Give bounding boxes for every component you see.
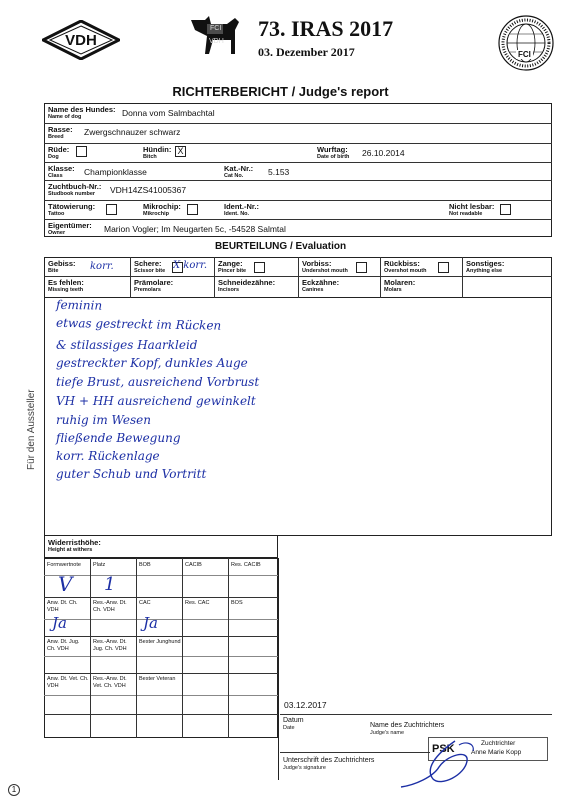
ident-label: Ident.-Nr.: [224,202,259,211]
grade-header: Formwertnote [47,562,81,568]
height-label: Widerristhöhe: [48,538,101,547]
not-readable-checkbox[interactable] [500,204,511,215]
class-label: Klasse: [48,164,75,173]
cac-handwriting: Ja [143,614,158,632]
catno-value: 5.153 [268,167,290,177]
height-sub: Height at withers [48,547,93,553]
studbook-value: VDH14ZS41005367 [110,185,187,195]
missing-teeth-label: Es fehlen: [48,278,84,287]
canines-label: Eckzähne: [302,278,340,287]
grade-header: Res.-Anw. Dt. Jug. Ch. VDH [93,639,127,652]
grade-header: Anw. Dt. Jug. Ch. VDH [47,639,80,652]
not-readable-label: Nicht lesbar: [449,202,495,211]
bite-handwriting: korr. [90,261,114,272]
undershot-label: Vorbiss: [302,259,332,268]
undershot-checkbox[interactable] [356,262,367,273]
report-title: RICHTERBERICHT / Judge's report [172,84,389,99]
canines-sub: Canines [302,287,324,293]
grade-header: Anw. Dt. Ch. VDH [47,600,78,613]
date-label: Datum [283,717,304,724]
hand-line: etwas gestreckt im Rücken [55,315,222,333]
vdh-logo-text: VDH [65,32,97,49]
hand-line: korr. Rückenlage [56,449,160,463]
fci-globe-icon [497,14,555,72]
page-number [8,784,20,796]
male-checkbox[interactable] [76,146,87,157]
signature-sub: Judge's signature [283,765,326,771]
breed-value: Zwergschnauzer schwarz [84,127,181,137]
grade-header: Bester Junghund [139,639,181,645]
hand-line: VH + HH ausreichend gewinkelt [56,394,256,408]
grade-header: Anw. Dt. Vet. Ch. VDH [47,676,89,689]
hand-line: ruhig im Wesen [56,413,152,427]
chip-label: Mikrochip: [143,202,181,211]
grade-header: Res.-Anw. Dt. Ch. VDH [93,600,127,613]
grade-header: Res. CAC [185,600,210,606]
exhibitor-side-label: Für den Aussteller [26,389,37,470]
grade-header: Res. CACIB [231,562,261,568]
anything-else-sub: Anything else [466,268,503,274]
dob-label: Wurftag: [317,145,348,154]
pincer-checkbox[interactable] [254,262,265,273]
premolars-label: Prämolare: [134,278,174,287]
scissor-label: Schere: [134,259,162,268]
incisors-sub: Incisors [218,287,240,293]
ident-sub: Ident. No. [224,211,250,217]
catno-sub: Cat No. [224,173,244,179]
dog-badge [187,12,247,67]
male-label: Rüde: [48,145,70,154]
grade-header: Bester Veteran [139,676,176,682]
hand-line: guter Schub und Vortritt [56,467,207,481]
anything-else-label: Sonstiges: [466,259,505,268]
catno-label: Kat.-Nr.: [224,164,254,173]
pincer-sub: Pincer bite [218,268,247,274]
overshot-checkbox[interactable] [438,262,449,273]
overshot-label: Rückbiss: [384,259,420,268]
class-sub: Class [48,173,63,179]
stamp-name: Anne Marie Kopp [471,749,522,756]
tattoo-sub: Tattoo [48,211,65,217]
judge-signature [395,735,505,790]
scissor-sub: Scissor bite [134,268,166,274]
female-label: Hündin: [143,145,172,154]
grade-handwriting: V [58,572,73,596]
hand-line: & stilassiges Haarkleid [56,338,198,352]
hand-line: gestreckter Kopf, dunkles Auge [56,356,248,370]
grade-header: BOB [139,562,151,568]
tattoo-label: Tätowierung: [48,202,96,211]
grade-header: CAC [139,600,151,606]
not-readable-sub: Not readable [449,211,483,217]
fci-seal-text: FCI [518,50,531,59]
missing-teeth-sub: Missing teeth [48,287,84,293]
event-date: 03. Dezember 2017 [258,45,355,59]
dog-name-sub: Name of dog [48,114,82,120]
studbook-sub: Studbook number [48,191,96,197]
scissor-handwriting: X korr. [173,260,208,271]
signature-label: Unterschrift des Zuchtrichters [283,757,375,764]
hand-line: feminin [55,297,103,313]
stamp-psk: PSK [432,743,455,755]
premolars-sub: Premolars [134,287,161,293]
dog-name-value: Donna vom Salmbachtal [122,108,215,118]
class-value: Championklasse [84,167,147,177]
male-sub: Dog [48,154,59,160]
page-number-text: 1 [11,785,17,794]
judge-name-sub: Judge's name [370,730,405,736]
date-value: 03.12.2017 [284,700,327,710]
dog-name-label: Name des Hundes: [48,105,116,114]
chip-checkbox[interactable] [187,204,198,215]
champion-handwriting: Ja [52,614,67,632]
bite-sub: Bite [48,268,59,274]
badge-bottom-text: VDH [209,38,224,45]
pincer-label: Zange: [218,259,243,268]
place-handwriting: 1 [104,574,116,595]
grade-header: BOS [231,600,243,606]
handwritten-evaluation [55,297,536,485]
bite-label: Gebiss: [48,259,76,268]
hand-line: fließende Bewegung [56,431,181,445]
grade-header: Platz [93,562,106,568]
owner-sub: Owner [48,230,66,236]
overshot-sub: Overshot mouth [384,268,427,274]
vdh-logo [42,20,120,60]
molars-sub: Molars [384,287,402,293]
molars-label: Molaren: [384,278,416,287]
female-checkbox[interactable]: X [175,146,186,157]
studbook-label: Zuchtbuch-Nr.: [48,182,102,191]
dob-value: 26.10.2014 [362,148,405,158]
undershot-sub: Undershot mouth [302,268,348,274]
stamp-title: Zuchtrichter [481,740,516,747]
owner-label: Eigentümer: [48,221,92,230]
incisors-label: Schneidezähne: [218,278,276,287]
date-sub: Date [283,725,295,731]
badge-top-text: FCI [210,25,222,32]
evaluation-title: BEURTEILUNG / Evaluation [214,241,347,252]
fci-seal [497,14,555,72]
hand-line: tiefe Brust, ausreichend Vorbrust [56,375,260,389]
breed-label: Rasse: [48,125,73,134]
grade-header: CACIB [185,562,202,568]
breed-sub: Breed [48,134,64,140]
judge-name-label: Name des Zuchtrichters [370,722,445,729]
tattoo-checkbox[interactable] [106,204,117,215]
dob-sub: Date of birth [317,154,350,160]
chip-sub: Mikrochip [143,211,169,217]
owner-value: Marion Vogler; Im Neugarten 5c, -54528 Salmtal [104,224,286,234]
grade-header: Res.-Anw. Dt. Vet. Ch. VDH [93,676,127,689]
female-sub: Bitch [143,154,157,160]
event-title: 73. IRAS 2017 [258,16,394,41]
